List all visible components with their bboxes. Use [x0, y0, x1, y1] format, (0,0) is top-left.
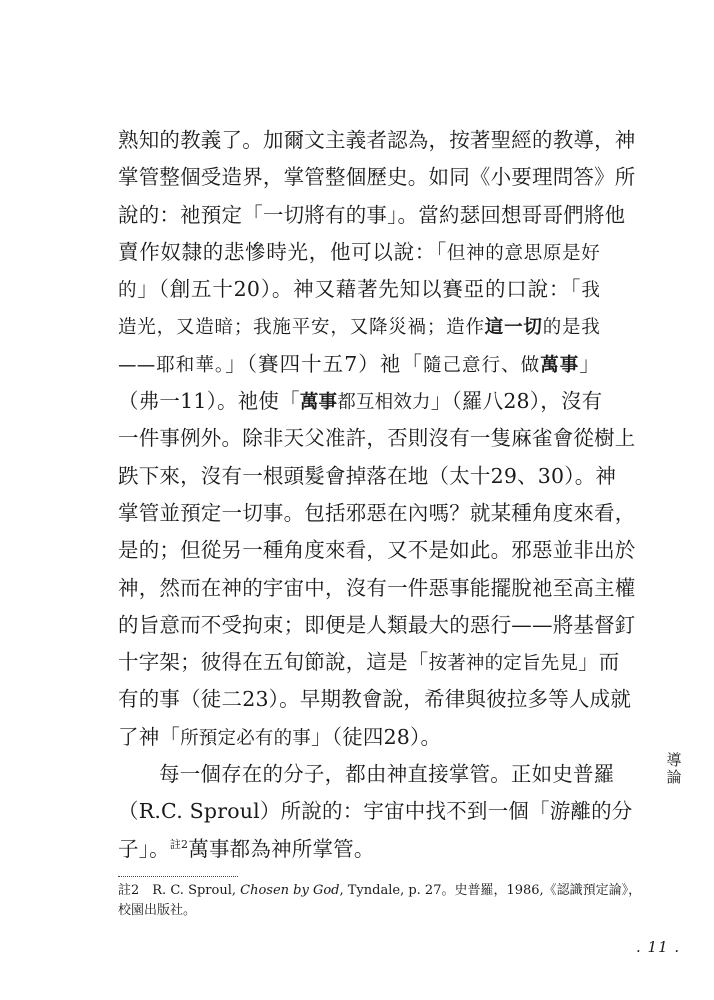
- text-line-13: 神，然而在神的宇宙中，沒有一件惡事能擺脫祂至高主權: [118, 575, 636, 600]
- text-line-11: 掌管並預定一切事。包括邪惡在內嗎？就某種角度來看，: [118, 500, 636, 525]
- text-line-17: 了神「所預定必有的事」（徒四28）。: [118, 724, 442, 749]
- side-title-char-2: 論: [666, 768, 682, 786]
- chapter-side-title: [664, 752, 684, 786]
- side-title-char-1: 導: [666, 751, 682, 769]
- text-line-18: 每一個存在的分子，都由神直接掌管。正如史普羅: [159, 762, 615, 787]
- text-line-16: 有的事（徒二23）。早期教會說，希律與彼拉多等人成就: [118, 687, 632, 712]
- footnote: [118, 881, 642, 921]
- text-line-9: 一件事例外。除非天父准許，否則沒有一隻麻雀會從樹上: [118, 426, 636, 451]
- footnote-line-2: 校園出版社。: [118, 903, 197, 918]
- text-line-2: 掌管整個受造界，掌管整個歷史。如同《小要理問答》所: [118, 165, 636, 190]
- text-line-15: 十字架；彼得在五旬節說，這是「按著神的定旨先見」而: [118, 650, 620, 675]
- text-line-10: 跌下來，沒有一根頭髮會掉落在地（太十29、30）。神: [118, 463, 617, 488]
- text-line-1: 熟知的教義了。加爾文主義者認為，按著聖經的教導，神: [118, 128, 636, 152]
- footnote-book-title: Chosen by God: [240, 883, 340, 898]
- footnote-line-1: 註2 R. C. Sproul, Chosen by God, Tyndale, p. 27。史普羅，1986,《認識預定論》，: [118, 883, 642, 898]
- text-line-14: 的旨意而不受拘束；即便是人類最大的惡行——將基督釘: [118, 612, 636, 637]
- text-line-6: 造光，又造暗；我施平安，又降災禍；造作這一切的是我: [118, 317, 600, 339]
- footnote-divider: [118, 876, 238, 877]
- text-line-8: （弗一11）。祂使「萬事都互相效力」（羅八28），沒有: [118, 389, 603, 414]
- text-line-5: 的」（創五十20）。神又藉著先知以賽亞的口說：「我: [118, 277, 601, 302]
- text-line-12: 是的；但從另一種角度來看，又不是如此。邪惡並非出於: [118, 538, 636, 563]
- main-text-block: [118, 122, 636, 868]
- text-line-3: 說的：祂預定「一切將有的事」。當約瑟回想哥哥們將他: [118, 202, 626, 227]
- text-line-7: ——耶和華。」（賽四十五7）祂「隨己意行、做萬事」: [118, 351, 601, 376]
- text-line-4: 賣作奴隸的悲慘時光，他可以說：「但神的意思原是好: [118, 239, 600, 264]
- page-number: . 11 .: [636, 938, 681, 956]
- footnote-ref: 註2: [169, 837, 189, 851]
- text-line-19: （R.C. Sproul）所說的：宇宙中找不到一個「游離的分: [118, 799, 633, 824]
- text-line-20: 子」。$^{註2}$萬事都為神所掌管。: [118, 836, 375, 861]
